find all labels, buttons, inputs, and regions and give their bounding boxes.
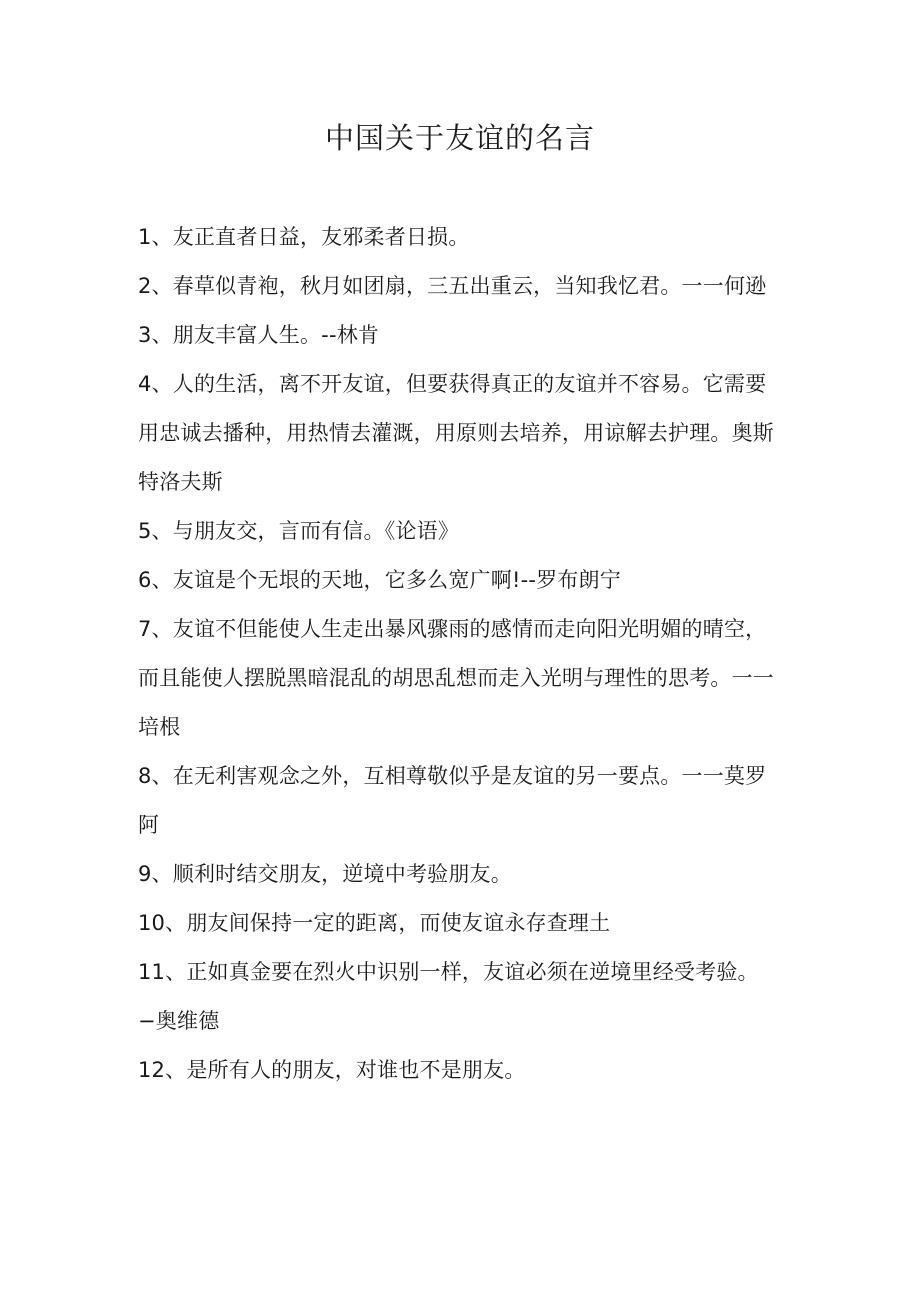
quote-item-2: 2、春草似青袍，秋月如团扇，三五出重云，当知我忆君。一一何逊 [138,274,767,298]
quote-item-4: 4、人的生活，离不开友谊，但要获得真正的友谊并不容易。它需要用忠诚去播种，用热情去灌溉，用原则去培养，用谅解去护理。奥斯特洛夫斯 [138,372,774,494]
quote-item-10: 10、朋友间保持一定的距离，而使友谊永存查理土 [138,911,611,935]
quote-item-9: 9、顺利时结交朋友，逆境中考验朋友。 [138,862,512,886]
quote-item-5: 5、与朋友交，言而有信。《论语》 [138,519,460,543]
quote-item-7: 7、友谊不但能使人生走出暴风骤雨的感情而走向阳光明媚的晴空，而且能使人摆脱黑暗混乱的胡思乱想而走入光明与理性的思考。一一培根 [138,617,774,739]
quote-item-12: 12、是所有人的朋友，对谁也不是朋友。 [138,1058,526,1082]
quote-item-11: 11、正如真金要在烈火中识别一样，友谊必须在逆境里经受考验。−奥维德 [138,960,759,1033]
quote-item-6: 6、友谊是个无垠的天地，它多么宽广啊!--罗布朗宁 [138,568,621,592]
quote-item-8: 8、在无利害观念之外，互相尊敬似乎是友谊的另一要点。一一莫罗阿 [138,764,767,837]
quote-item-1: 1、友正直者日益，友邪柔者日损。 [138,225,470,249]
quote-item-3: 3、朋友丰富人生。--林肯 [138,323,380,347]
page-title: 中国关于友谊的名言 [324,121,595,155]
quote-list [138,213,784,1095]
